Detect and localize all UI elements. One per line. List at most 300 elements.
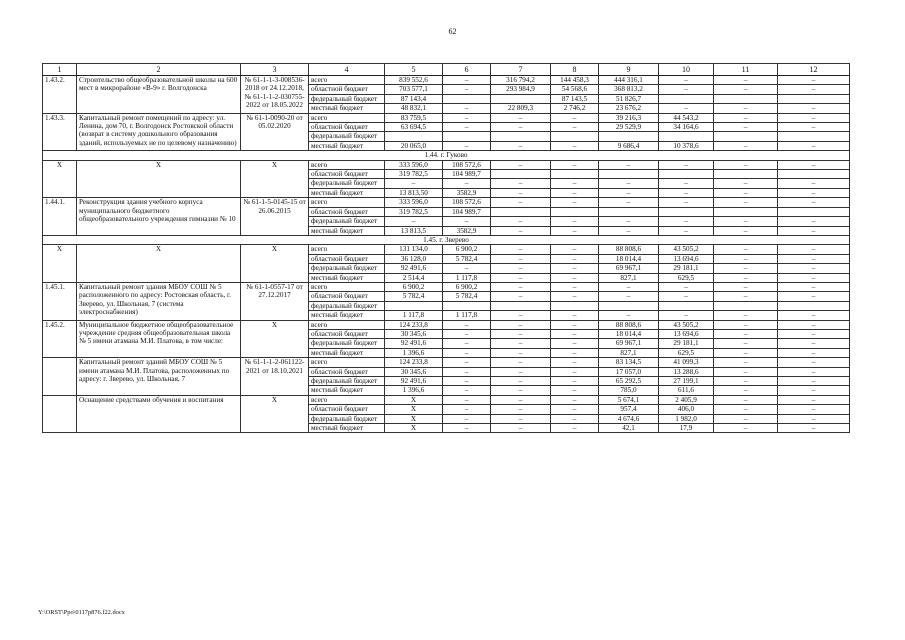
amount-cell [714, 170, 778, 179]
amount-cell: – [714, 179, 778, 188]
amount-cell: – [714, 395, 778, 404]
column-header: 7 [491, 64, 551, 76]
amount-cell: – [714, 226, 778, 235]
amount-cell: 131 134,0 [385, 245, 443, 254]
row-number [43, 395, 77, 433]
funding-type: федеральный бюджет [309, 264, 385, 273]
amount-cell: – [491, 123, 551, 132]
amount-cell: 785,0 [599, 386, 659, 395]
amount-cell: 69 967,1 [599, 264, 659, 273]
amount-cell: – [551, 414, 599, 423]
amount-cell: 27 199,1 [659, 377, 714, 386]
amount-cell [599, 301, 659, 310]
amount-cell: 13 694,6 [659, 254, 714, 263]
amount-cell: 69 967,1 [599, 339, 659, 348]
amount-cell [659, 207, 714, 216]
amount-cell: – [443, 358, 491, 367]
amount-cell: – [778, 217, 850, 226]
amount-cell: – [551, 188, 599, 197]
amount-cell: – [778, 414, 850, 423]
object-name: Х [77, 245, 241, 283]
row-number: 1.44.1. [43, 198, 77, 236]
amount-cell: – [778, 188, 850, 197]
column-header: 8 [551, 64, 599, 76]
amount-cell: 65 292,5 [599, 377, 659, 386]
amount-cell: – [659, 198, 714, 207]
amount-cell: – [491, 424, 551, 433]
amount-cell: – [714, 141, 778, 150]
funding-type: местный бюджет [309, 273, 385, 282]
amount-cell: – [714, 358, 778, 367]
amount-cell [778, 207, 850, 216]
amount-cell: 18 014,4 [599, 254, 659, 263]
amount-cell: 36 128,0 [385, 254, 443, 263]
amount-cell: 88 808,6 [599, 245, 659, 254]
amount-cell: 30 345,6 [385, 367, 443, 376]
amount-cell: 30 345,6 [385, 329, 443, 338]
amount-cell: 4 674,6 [599, 414, 659, 423]
funding-type: местный бюджет [309, 311, 385, 320]
amount-cell: – [714, 329, 778, 338]
amount-cell: 43 505,2 [659, 320, 714, 329]
amount-cell [491, 132, 551, 141]
amount-cell: 827,1 [599, 273, 659, 282]
object-name: Строительство общеобразовательной школы на 600 мест в микрорайоне «В-9» г. Волгодонска [77, 76, 241, 114]
funding-type: федеральный бюджет [309, 217, 385, 226]
funding-type: областной бюджет [309, 123, 385, 132]
amount-cell: – [491, 311, 551, 320]
amount-cell: 13 813,50 [385, 188, 443, 197]
amount-cell: – [443, 113, 491, 122]
amount-cell: 92 491,6 [385, 339, 443, 348]
amount-cell [551, 170, 599, 179]
amount-cell: – [443, 367, 491, 376]
table-row [43, 113, 850, 122]
amount-cell: – [551, 226, 599, 235]
row-number: Х [43, 245, 77, 283]
funding-type: всего [309, 113, 385, 122]
amount-cell: – [778, 386, 850, 395]
amount-cell: – [659, 217, 714, 226]
amount-cell: 23 676,2 [599, 104, 659, 113]
amount-cell: 2 514,4 [385, 273, 443, 282]
table-row [43, 395, 850, 404]
object-name: Оснащение средствами обучения и воспитания [77, 395, 241, 433]
amount-cell: – [491, 282, 551, 291]
funding-type: областной бюджет [309, 170, 385, 179]
header-row [43, 64, 850, 76]
amount-cell: 124 233,8 [385, 320, 443, 329]
amount-cell: 611,6 [659, 386, 714, 395]
amount-cell: – [714, 104, 778, 113]
amount-cell [778, 170, 850, 179]
amount-cell: – [778, 405, 850, 414]
amount-cell: – [659, 76, 714, 85]
document-ref: № 61-1-1-3-008536-2018 от 24.12.2018, № 61-1-1-2-030755-2022 от 18.05.2022 [241, 76, 309, 114]
amount-cell: – [714, 198, 778, 207]
amount-cell: 6 900,2 [443, 282, 491, 291]
section-row [43, 151, 850, 160]
amount-cell: – [778, 273, 850, 282]
amount-cell: – [385, 179, 443, 188]
amount-cell: – [659, 85, 714, 94]
amount-cell: 293 984,9 [491, 85, 551, 94]
amount-cell: – [551, 320, 599, 329]
amount-cell: 108 572,6 [443, 160, 491, 169]
amount-cell: 20 065,0 [385, 141, 443, 150]
amount-cell: – [659, 282, 714, 291]
amount-cell [778, 301, 850, 310]
amount-cell: 22 809,3 [491, 104, 551, 113]
amount-cell: 54 568,6 [551, 85, 599, 94]
funding-type: федеральный бюджет [309, 377, 385, 386]
amount-cell: 629,5 [659, 348, 714, 357]
row-number: Х [43, 160, 77, 198]
amount-cell: – [491, 367, 551, 376]
funding-type: всего [309, 358, 385, 367]
column-header: 11 [714, 64, 778, 76]
amount-cell: – [778, 179, 850, 188]
funding-type: местный бюджет [309, 104, 385, 113]
amount-cell: – [443, 320, 491, 329]
amount-cell [599, 132, 659, 141]
amount-cell: – [778, 377, 850, 386]
amount-cell: – [443, 76, 491, 85]
amount-cell: – [491, 198, 551, 207]
amount-cell: – [443, 141, 491, 150]
amount-cell: – [491, 179, 551, 188]
amount-cell: – [443, 104, 491, 113]
object-name: Реконструкция здания учебного корпуса муниципального бюджетного общеобразовательного учреждения гимназии № 10 [77, 198, 241, 236]
amount-cell: – [551, 217, 599, 226]
budget-table [42, 63, 850, 433]
amount-cell: – [491, 113, 551, 122]
funding-type: федеральный бюджет [309, 414, 385, 423]
amount-cell [659, 301, 714, 310]
amount-cell: 83 759,5 [385, 113, 443, 122]
amount-cell: – [778, 424, 850, 433]
amount-cell [659, 170, 714, 179]
amount-cell: – [551, 405, 599, 414]
amount-cell: Х [385, 395, 443, 404]
amount-cell: – [551, 254, 599, 263]
amount-cell: – [491, 405, 551, 414]
amount-cell: – [659, 311, 714, 320]
amount-cell: – [778, 254, 850, 263]
amount-cell: – [443, 329, 491, 338]
amount-cell: 2 746,2 [551, 104, 599, 113]
amount-cell: – [443, 414, 491, 423]
amount-cell: – [443, 395, 491, 404]
amount-cell: – [599, 188, 659, 197]
amount-cell: – [778, 339, 850, 348]
amount-cell: – [714, 123, 778, 132]
row-number: 1.45.2. [43, 320, 77, 358]
document-ref: № 61-1-0090-20 от 05.02.2020 [241, 113, 309, 151]
amount-cell: – [714, 414, 778, 423]
amount-cell [491, 170, 551, 179]
column-header: 3 [241, 64, 309, 76]
funding-type: областной бюджет [309, 207, 385, 216]
amount-cell: – [714, 386, 778, 395]
amount-cell: 87 143,5 [551, 94, 599, 103]
amount-cell: 29 529,9 [599, 123, 659, 132]
amount-cell: 839 552,6 [385, 76, 443, 85]
funding-type: федеральный бюджет [309, 94, 385, 103]
amount-cell [491, 301, 551, 310]
funding-type: федеральный бюджет [309, 339, 385, 348]
amount-cell: 3582,9 [443, 188, 491, 197]
amount-cell [599, 170, 659, 179]
funding-type: областной бюджет [309, 329, 385, 338]
amount-cell: – [714, 85, 778, 94]
amount-cell [385, 301, 443, 310]
amount-cell: – [599, 160, 659, 169]
amount-cell: Х [385, 414, 443, 423]
amount-cell: – [551, 179, 599, 188]
amount-cell: – [714, 113, 778, 122]
amount-cell: – [778, 292, 850, 301]
amount-cell: 1 396,6 [385, 348, 443, 357]
amount-cell: 41 099,3 [659, 358, 714, 367]
amount-cell: 13 694,6 [659, 329, 714, 338]
document-ref: Х [241, 160, 309, 198]
amount-cell: 827,1 [599, 348, 659, 357]
amount-cell: – [714, 245, 778, 254]
amount-cell: – [551, 367, 599, 376]
amount-cell [714, 207, 778, 216]
amount-cell: – [491, 329, 551, 338]
amount-cell: 1 117,8 [443, 311, 491, 320]
amount-cell: Х [385, 405, 443, 414]
row-number [43, 358, 77, 396]
amount-cell: – [714, 311, 778, 320]
row-number: 1.43.2. [43, 76, 77, 114]
amount-cell: – [491, 320, 551, 329]
funding-type: областной бюджет [309, 254, 385, 263]
amount-cell: 5 674,1 [599, 395, 659, 404]
amount-cell: 316 794,2 [491, 76, 551, 85]
amount-cell [551, 301, 599, 310]
amount-cell: – [599, 311, 659, 320]
amount-cell: – [551, 264, 599, 273]
section-row [43, 235, 850, 244]
amount-cell [491, 94, 551, 103]
amount-cell: – [778, 198, 850, 207]
amount-cell: – [778, 160, 850, 169]
amount-cell: – [714, 292, 778, 301]
amount-cell: – [443, 123, 491, 132]
amount-cell: – [385, 217, 443, 226]
amount-cell: 5 782,4 [385, 292, 443, 301]
amount-cell: – [714, 424, 778, 433]
object-name: Капитальный ремонт здания МБОУ СОШ № 5 расположенного по адресу: Ростовская область, г. Зверево, ул. Школьная, 7 (система электроснабжения) [77, 282, 241, 320]
amount-cell: – [551, 245, 599, 254]
amount-cell: 29 181,1 [659, 264, 714, 273]
amount-cell: – [491, 217, 551, 226]
amount-cell: – [714, 254, 778, 263]
amount-cell: 957,4 [599, 405, 659, 414]
amount-cell: – [659, 160, 714, 169]
amount-cell: – [551, 292, 599, 301]
amount-cell: 444 316,1 [599, 76, 659, 85]
amount-cell: 6 900,2 [385, 282, 443, 291]
amount-cell: – [551, 141, 599, 150]
amount-cell: – [551, 273, 599, 282]
table-row [43, 245, 850, 254]
budget-table-container [42, 63, 849, 433]
column-header: 1 [43, 64, 77, 76]
amount-cell: – [551, 348, 599, 357]
table-row [43, 76, 850, 85]
amount-cell: – [443, 377, 491, 386]
amount-cell: 48 832,1 [385, 104, 443, 113]
amount-cell: – [778, 245, 850, 254]
amount-cell: – [659, 292, 714, 301]
row-number: 1.43.3. [43, 113, 77, 151]
amount-cell: – [551, 282, 599, 291]
amount-cell: – [599, 292, 659, 301]
section-title: 1.45. г. Зверево [43, 235, 850, 244]
amount-cell: 92 491,6 [385, 377, 443, 386]
amount-cell: – [551, 395, 599, 404]
amount-cell [385, 132, 443, 141]
amount-cell: – [443, 264, 491, 273]
footer-path: Y:\ORST\Ppo\0117p876.f22.docx [38, 609, 125, 616]
amount-cell: 1 982,0 [659, 414, 714, 423]
amount-cell [551, 132, 599, 141]
amount-cell: – [491, 348, 551, 357]
amount-cell: – [491, 273, 551, 282]
amount-cell: – [491, 386, 551, 395]
column-header: 2 [77, 64, 241, 76]
amount-cell: – [551, 339, 599, 348]
funding-type: федеральный бюджет [309, 179, 385, 188]
funding-type: областной бюджет [309, 367, 385, 376]
funding-type: федеральный бюджет [309, 132, 385, 141]
amount-cell: – [443, 217, 491, 226]
amount-cell: – [778, 76, 850, 85]
amount-cell: – [443, 85, 491, 94]
funding-type: всего [309, 76, 385, 85]
amount-cell: 13 288,6 [659, 367, 714, 376]
amount-cell [714, 301, 778, 310]
amount-cell: – [714, 188, 778, 197]
amount-cell: – [551, 198, 599, 207]
amount-cell [491, 207, 551, 216]
amount-cell [443, 132, 491, 141]
amount-cell: – [714, 367, 778, 376]
amount-cell: – [551, 113, 599, 122]
column-header: 5 [385, 64, 443, 76]
amount-cell [659, 132, 714, 141]
amount-cell: – [491, 188, 551, 197]
amount-cell: 629,5 [659, 273, 714, 282]
amount-cell [714, 132, 778, 141]
amount-cell: 1 117,8 [443, 273, 491, 282]
amount-cell: 319 782,5 [385, 207, 443, 216]
amount-cell: 92 491,6 [385, 264, 443, 273]
amount-cell: 83 134,5 [599, 358, 659, 367]
amount-cell: 63 694,5 [385, 123, 443, 132]
amount-cell: 2 405,9 [659, 395, 714, 404]
amount-cell: – [714, 339, 778, 348]
table-row [43, 282, 850, 291]
amount-cell: – [778, 311, 850, 320]
amount-cell: – [778, 367, 850, 376]
amount-cell [714, 94, 778, 103]
amount-cell: – [491, 254, 551, 263]
document-ref: Х [241, 320, 309, 358]
amount-cell: – [778, 226, 850, 235]
amount-cell: – [491, 377, 551, 386]
table-row [43, 198, 850, 207]
amount-cell: – [778, 329, 850, 338]
funding-type: всего [309, 320, 385, 329]
amount-cell: – [659, 104, 714, 113]
amount-cell: – [599, 226, 659, 235]
amount-cell: 333 596,0 [385, 198, 443, 207]
amount-cell: – [443, 348, 491, 357]
document-ref: № 61-1-5-0145-15 от 26.06.2015 [241, 198, 309, 236]
column-header: 6 [443, 64, 491, 76]
amount-cell: – [491, 245, 551, 254]
column-header: 10 [659, 64, 714, 76]
funding-type: местный бюджет [309, 424, 385, 433]
amount-cell: 5 782,4 [443, 292, 491, 301]
amount-cell: 108 572,6 [443, 198, 491, 207]
amount-cell: – [551, 329, 599, 338]
amount-cell: – [778, 113, 850, 122]
amount-cell: – [491, 264, 551, 273]
amount-cell: – [491, 358, 551, 367]
amount-cell: 333 596,0 [385, 160, 443, 169]
amount-cell: – [551, 377, 599, 386]
table-row [43, 320, 850, 329]
amount-cell: – [551, 386, 599, 395]
amount-cell [778, 94, 850, 103]
page-number: 62 [448, 27, 457, 36]
funding-type: местный бюджет [309, 141, 385, 150]
amount-cell: – [778, 141, 850, 150]
amount-cell: – [778, 282, 850, 291]
funding-type: местный бюджет [309, 188, 385, 197]
table-row [43, 358, 850, 367]
amount-cell [659, 94, 714, 103]
amount-cell: 406,0 [659, 405, 714, 414]
funding-type: федеральный бюджет [309, 301, 385, 310]
amount-cell: – [659, 226, 714, 235]
amount-cell: – [778, 85, 850, 94]
amount-cell: 42,1 [599, 424, 659, 433]
amount-cell: – [778, 123, 850, 132]
amount-cell: 18 014,4 [599, 329, 659, 338]
amount-cell: – [443, 339, 491, 348]
funding-type: областной бюджет [309, 292, 385, 301]
amount-cell: 17 057,0 [599, 367, 659, 376]
amount-cell: 368 813,2 [599, 85, 659, 94]
column-header: 12 [778, 64, 850, 76]
amount-cell: – [714, 282, 778, 291]
amount-cell: – [714, 320, 778, 329]
amount-cell: 319 782,5 [385, 170, 443, 179]
amount-cell: 104 989,7 [443, 207, 491, 216]
column-header: 4 [309, 64, 385, 76]
amount-cell: 3582,9 [443, 226, 491, 235]
object-name: Х [77, 160, 241, 198]
amount-cell: – [551, 424, 599, 433]
amount-cell: – [714, 160, 778, 169]
